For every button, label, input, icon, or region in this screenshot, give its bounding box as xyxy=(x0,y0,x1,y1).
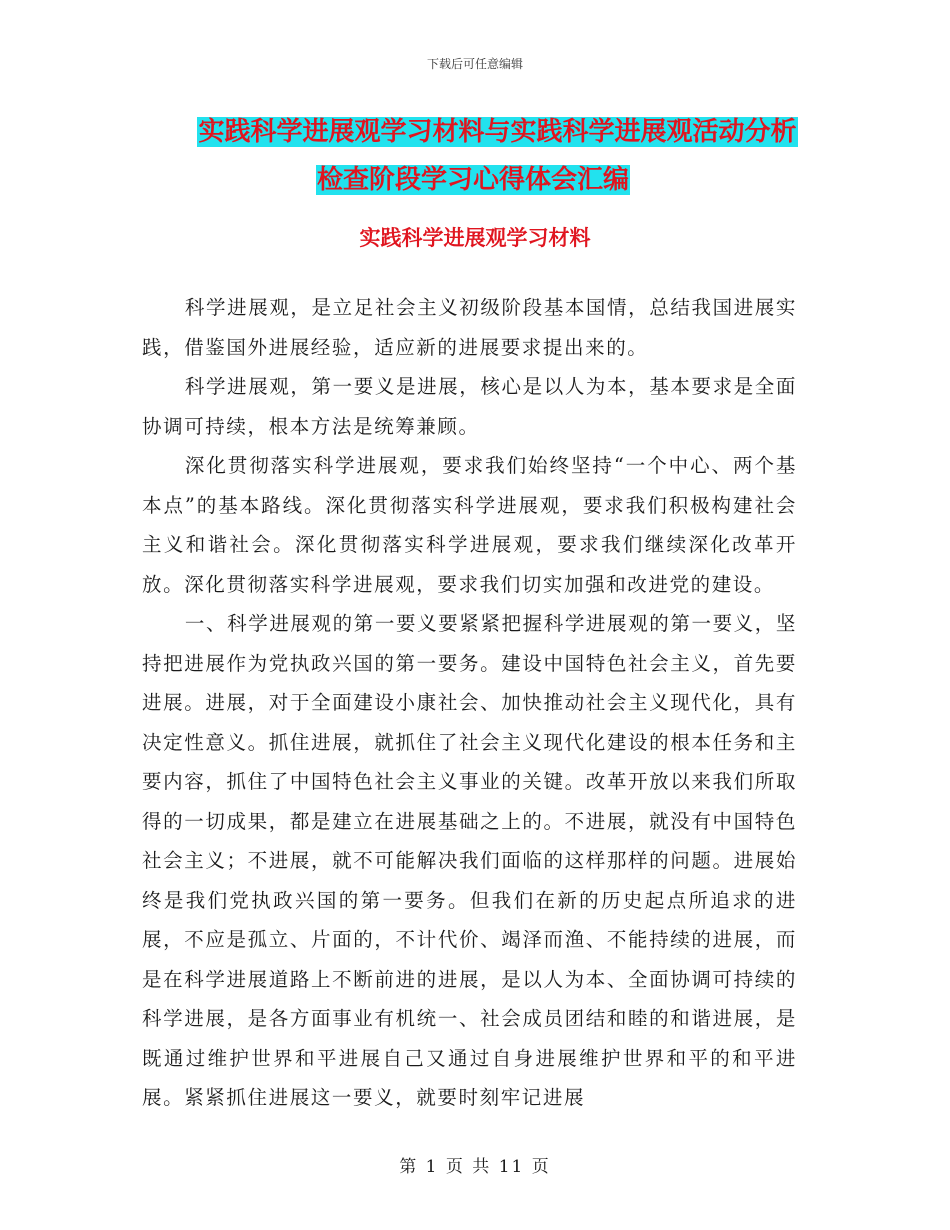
paragraph: 科学进展观，第一要义是进展，核心是以人为本，基本要求是全面协调可持续，根本方法是统筹兼顾。 xyxy=(142,375,797,438)
title-line-1 xyxy=(140,108,855,156)
title-line-1-text: 实践科学进展观学习材料与实践科学进展观活动分析 xyxy=(198,117,797,147)
title-line-2 xyxy=(140,156,855,204)
document-body xyxy=(142,288,797,1118)
section-title: 实践科学进展观学习材料 xyxy=(359,226,591,250)
paragraph: 深化贯彻落实科学进展观，要求我们始终坚持“一个中心、两个基本点”的基本路线。深化贯彻落实科学进展观，要求我们积极构建社会主义和谐社会。深化贯彻落实科学进展观，要求我们继续深化改革开放。深化贯彻落实科学进展观，要求我们切实加强和改进党的建设。 xyxy=(142,454,797,596)
page-footer: 第 1 页 共 11 页 xyxy=(399,1157,551,1177)
header-note: 下载后可任意编辑 xyxy=(426,57,523,71)
document-title xyxy=(140,108,855,204)
title-line-2-text: 检查阶段学习心得体会汇编 xyxy=(317,165,630,195)
paragraph: 科学进展观，是立足社会主义初级阶段基本国情，总结我国进展实践，借鉴国外进展经验，适应新的进展要求提出来的。 xyxy=(142,296,797,359)
paragraph: 一、科学进展观的第一要义要紧紧把握科学进展观的第一要义，坚持把进展作为党执政兴国的第一要务。建设中国特色社会主义，首先要进展。进展，对于全面建设小康社会、加快推动社会主义现代化，具有决定性意义。抓住进展，就抓住了社会主义现代化建设的根本任务和主要内容，抓住了中国特色社会主义事业的关键。改革开放以来我们所取得的一切成果，都是建立在进展基础之上的。不进展，就没有中国特色社会主义；不进展，就不可能解决我们面临的这样那样的问题。进展始终是我们党执政兴国的第一要务。但我们在新的历史起点所追求的进展，不应是孤立、片面的，不计代价、竭泽而渔、不能持续的进展，而是在科学进展道路上不断前进的进展，是以人为本、全面协调可持续的科学进展，是各方面事业有机统一、社会成员团结和睦的和谐进展，是既通过维护世界和平进展自己又通过自身进展维护世界和平的和平进展。紧紧抓住进展这一要义，就要时刻牢记进展 xyxy=(142,612,797,1109)
